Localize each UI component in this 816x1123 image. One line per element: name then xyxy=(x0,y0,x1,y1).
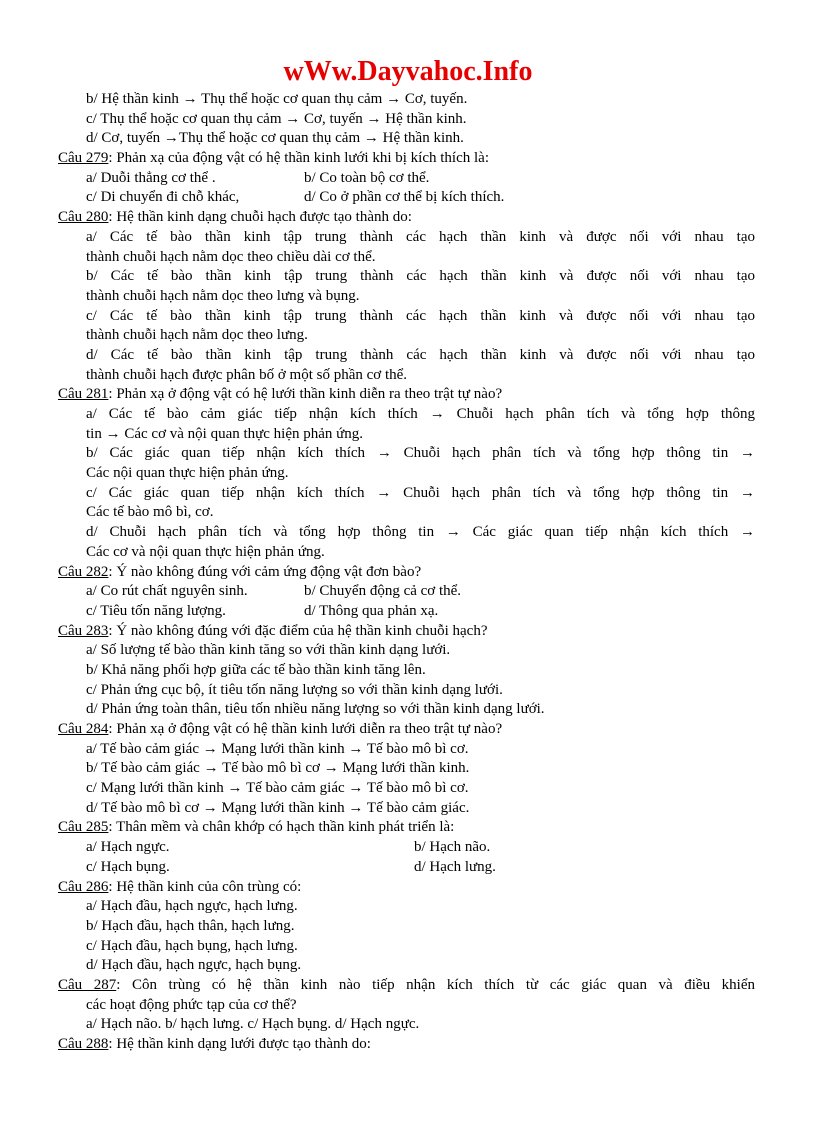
answer-line: a/ Tế bào cảm giác → Mạng lưới thần kinh → Tế bào mô bì cơ. xyxy=(86,740,469,757)
answer-line: d/ Tế bào mô bì cơ → Mạng lưới thần kinh → Tế bào cảm giác. xyxy=(86,799,470,816)
question-text: : Ý nào không đúng với cảm ứng động vật đơn bào? xyxy=(108,563,422,580)
question-line xyxy=(58,622,755,642)
question-number: Câu 288 xyxy=(58,1036,109,1052)
answer-line: c/ Phản ứng cục bộ, ít tiêu tốn năng lượng so với thần kinh dạng lưới. xyxy=(86,681,503,698)
answer-line: d/ Chuỗi hạch phân tích và tổng hợp thông tin → Các giác quan tiếp nhận kích thích → xyxy=(86,524,755,541)
answer-line: thành chuỗi hạch nằm dọc theo chiều dài cơ thể. xyxy=(86,248,376,265)
answer-option: c/ Tiêu tốn năng lượng. xyxy=(86,602,226,619)
answer-line: b/ Các tế bào thần kinh tập trung thành các hạch thần kinh và được nối với nhau tạo xyxy=(86,268,755,285)
site-header: wWw.Dayvahoc.Info xyxy=(283,56,533,87)
answer-line: d/ Hạch đầu, hạch ngực, hạch bụng. xyxy=(86,957,302,974)
answer-line: d/ Phản ứng toàn thân, tiêu tốn nhiều năng lượng so với thần kinh dạng lưới. xyxy=(86,701,545,718)
question-number: Câu 282 xyxy=(58,563,109,580)
question-line xyxy=(58,563,755,583)
question-line xyxy=(58,149,755,169)
question-line xyxy=(58,385,755,405)
answer-line: tin → Các cơ và nội quan thực hiện phản ứng. xyxy=(86,425,364,442)
answer-line: các hoạt động phức tạp của cơ thể? xyxy=(86,996,297,1013)
answer-option: a/ Duỗi thẳng cơ thể . xyxy=(86,169,216,186)
answer-line: d/ Cơ, tuyến →Thụ thể hoặc cơ quan thụ cảm → Hệ thần kinh. xyxy=(86,130,464,147)
answer-options-row xyxy=(58,169,755,189)
question-number: Câu 287 xyxy=(58,976,117,993)
question-number: Câu 285 xyxy=(58,819,109,836)
answer-line: a/ Hạch đầu, hạch ngực, hạch lưng. xyxy=(86,898,298,915)
answer-option: c/ Hạch bụng. xyxy=(86,858,170,875)
question-list xyxy=(58,90,755,1055)
question-text: : Ý nào không đúng với đặc điểm của hệ thần kinh chuỗi hạch? xyxy=(108,622,488,639)
question-line xyxy=(58,976,755,996)
question-text: : Phản xạ ở động vật có hệ lưới thần kinh diễn ra theo trật tự nào? xyxy=(108,386,503,403)
answer-line: b/ Hệ thần kinh → Thụ thể hoặc cơ quan thụ cảm → Cơ, tuyến. xyxy=(86,91,468,107)
question-line xyxy=(58,878,755,898)
answer-option: d/ Co ở phần cơ thể bị kích thích. xyxy=(304,189,505,206)
answer-line: b/ Khả năng phối hợp giữa các tế bào thần kinh tăng lên. xyxy=(86,661,426,678)
question-line xyxy=(58,1035,755,1055)
question-text: : Hệ thần kinh dạng chuỗi hạch được tạo thành do: xyxy=(108,209,412,226)
answer-line: b/ Tế bào cảm giác → Tế bào mô bì cơ → Mạng lưới thần kinh. xyxy=(86,760,470,777)
answer-option: b/ Hạch não. xyxy=(414,839,491,856)
question-text: : Hệ thần kinh của côn trùng có: xyxy=(108,878,302,895)
answer-line: a/ Số lượng tế bào thần kinh tăng so với thần kinh dạng lưới. xyxy=(86,642,451,659)
answer-option: b/ Chuyển động cả cơ thể. xyxy=(304,583,462,600)
answer-line: Các cơ và nội quan thực hiện phản ứng. xyxy=(86,543,325,560)
question-number: Câu 283 xyxy=(58,622,109,639)
question-line xyxy=(58,720,755,740)
answer-line: d/ Các tế bào thần kinh tập trung thành các hạch thần kinh và được nối với nhau tạo xyxy=(86,346,755,363)
answer-line: a/ Các tế bào cảm giác tiếp nhận kích thích → Chuỗi hạch phân tích và tổng hợp thông xyxy=(86,406,755,422)
answer-line: a/ Các tế bào thần kinh tập trung thành các hạch thần kinh và được nối với nhau tạo xyxy=(86,228,755,245)
answer-option: b/ Co toàn bộ cơ thể. xyxy=(304,169,430,186)
answer-options-row xyxy=(58,582,755,602)
answer-option: d/ Thông qua phản xạ. xyxy=(304,602,439,619)
question-text: : Côn trùng có hệ thần kinh nào tiếp nhận kích thích từ các giác quan và điều khiển xyxy=(116,976,755,993)
answer-options-row xyxy=(58,858,755,878)
question-text: : Hệ thần kinh dạng lưới được tạo thành do: xyxy=(108,1036,371,1052)
answer-line: Các nội quan thực hiện phản ứng. xyxy=(86,465,289,482)
answer-line: b/ Hạch đầu, hạch thân, hạch lưng. xyxy=(86,917,295,934)
answer-line: c/ Các giác quan tiếp nhận kích thích → Chuỗi hạch phân tích và tổng hợp thông tin → xyxy=(86,484,755,501)
answer-option: a/ Co rút chất nguyên sinh. xyxy=(86,583,248,600)
answer-line: a/ Hạch não. b/ hạch lưng. c/ Hạch bụng. d/ Hạch ngực. xyxy=(86,1016,420,1033)
question-number: Câu 286 xyxy=(58,878,109,895)
question-line xyxy=(58,818,755,838)
answer-line: c/ Hạch đầu, hạch bụng, hạch lưng. xyxy=(86,937,298,954)
question-number: Câu 280 xyxy=(58,209,109,226)
question-number: Câu 284 xyxy=(58,721,109,737)
answer-line: thành chuỗi hạch nằm dọc theo lưng. xyxy=(86,327,308,344)
question-text: : Thân mềm và chân khớp có hạch thần kinh phát triển là: xyxy=(108,819,455,836)
answer-line: Các tế bào mô bì, cơ. xyxy=(86,504,214,521)
answer-options-row xyxy=(58,188,755,208)
question-number: Câu 279 xyxy=(58,150,109,167)
answer-option: c/ Di chuyển đi chỗ khác, xyxy=(86,189,240,206)
question-text: : Phản xạ của động vật có hệ thần kinh lưới khi bị kích thích là: xyxy=(108,150,489,167)
answer-line: thành chuỗi hạch nằm dọc theo lưng và bụng. xyxy=(86,287,360,304)
answer-line: c/ Các tế bào thần kinh tập trung thành các hạch thần kinh và được nối với nhau tạo xyxy=(86,307,755,324)
answer-options-row xyxy=(58,838,755,858)
answer-line: thành chuỗi hạch được phân bố ở một số phần cơ thể. xyxy=(86,366,408,383)
answer-line: c/ Thụ thể hoặc cơ quan thụ cảm → Cơ, tuyến → Hệ thần kinh. xyxy=(86,110,467,127)
answer-option: a/ Hạch ngực. xyxy=(86,839,170,856)
answer-option: d/ Hạch lưng. xyxy=(414,858,496,875)
question-number: Câu 281 xyxy=(58,386,109,403)
question-text: : Phản xạ ở động vật có hệ thần kinh lưới diễn ra theo trật tự nào? xyxy=(108,721,503,737)
answer-line: c/ Mạng lưới thần kinh → Tế bào cảm giác → Tế bào mô bì cơ. xyxy=(86,780,469,797)
answer-options-row xyxy=(58,602,755,622)
question-line xyxy=(58,208,755,228)
answer-line: b/ Các giác quan tiếp nhận kích thích → Chuỗi hạch phân tích và tổng hợp thông tin → xyxy=(86,445,755,462)
